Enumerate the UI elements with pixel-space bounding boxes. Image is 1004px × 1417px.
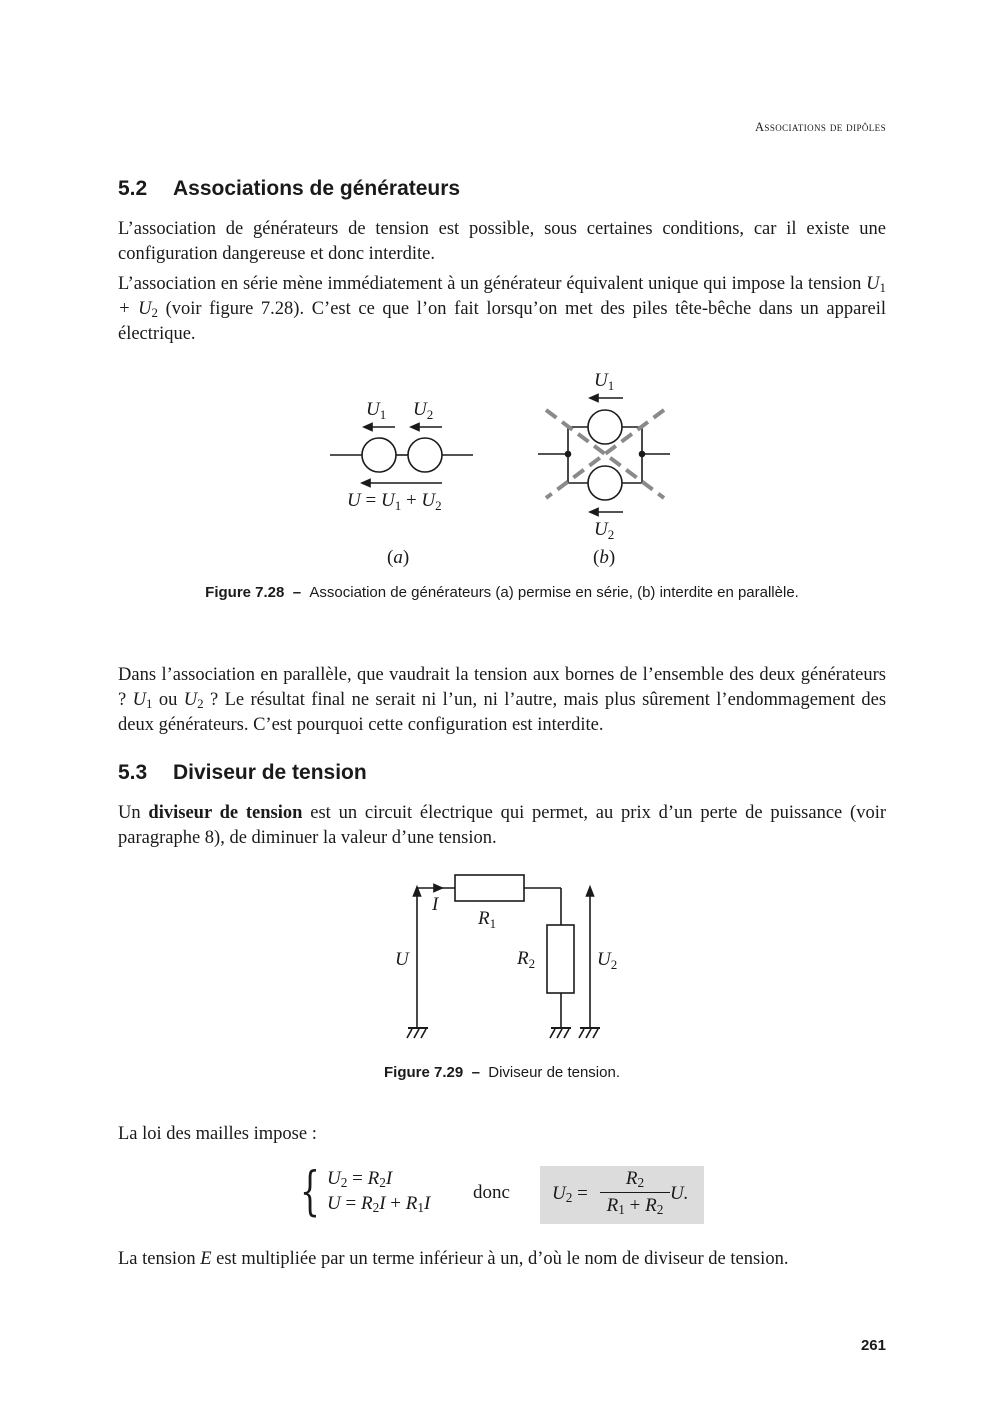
paragraph [118,801,886,851]
caption-text: Association de générateurs (a) permise en série, (b) interdite en parallèle. [309,584,799,601]
fraction-denominator: $R_1 + R_2$ [606,1195,664,1217]
math-u1: $U_1$ [132,690,153,711]
label-r2: $R_2$ [517,948,536,971]
parallel-circuit [538,395,670,516]
section-number: 5.3 [118,761,148,784]
bold-term: diviseur de tension [148,803,303,823]
label-b: (b) [593,547,616,568]
paragraph [118,272,886,347]
equation-1: $U_2 = R_2I$ [327,1168,393,1190]
label-u1: $U_1$ [366,399,387,422]
caption-label: Figure 7.28 [205,584,285,601]
paragraph: La tension E est multipliée par un terme inférieur à un, d’où le nom de diviseur de tension. [118,1249,789,1269]
section-number: 5.2 [118,177,148,200]
label-u1-parallel: $U_1$ [594,370,615,393]
page-number: 261 [860,1337,886,1354]
label-u: U [395,949,409,970]
caption-figure-7-28 [190,582,814,604]
result-rhs: U. [670,1183,689,1204]
paragraph [118,663,886,738]
ground-left [407,1028,428,1038]
math-sum: $U_1 + U_2$ [118,274,887,320]
label-u-sum: $U = U_1 + U_2$ [347,490,442,513]
paragraph-text: est un circuit électrique qui permet, au prix d’un perte de puissance (voir paragraphe 8), de diminuer la valeur d’une tension. [118,803,887,848]
ground-right [579,1028,600,1038]
paragraph-text: ? Le résultat final ne serait ni l’un, ni l’autre, mais plus sûrement l’endommagement des deux générateurs. C’est pourquoi cette configuration est interdite. [118,690,887,735]
donc-word: donc [473,1182,510,1203]
equation-system [300,1162,720,1228]
figure-7-29 [380,868,630,1046]
current-arrow [434,885,442,892]
paragraph-text: (voir figure 7.28). C’est ce que l’on fait lorsqu’on met des piles tête-bêche dans un appareil électrique. [118,299,886,344]
paragraph: La loi des mailles impose : [118,1124,317,1144]
caption-figure-7-29 [190,1062,814,1084]
figure-7-28 [320,365,680,575]
paragraph-text: L’association en série mène immédiatement à un générateur équivalent unique qui impose la tension [118,274,862,294]
label-i: I [432,894,439,915]
math-u2: $U_2$ [183,690,204,711]
running-head: Associations de dipôles [755,120,886,134]
paragraph-text: Un [118,803,141,823]
ground-middle [550,1028,571,1038]
label-u2: $U_2$ [413,399,434,422]
caption-label: Figure 7.29 [384,1064,464,1081]
generator-1 [362,438,396,472]
math-e: E [200,1249,212,1269]
section-title-5-2 [118,177,460,201]
caption-dash: – [471,1064,480,1081]
label-u2: $U_2$ [597,949,618,972]
section-title-text: Associations de générateurs [173,177,461,200]
section-title-text: Diviseur de tension [173,761,367,784]
caption-dash: – [292,584,302,601]
caption-text: Diviseur de tension. [488,1064,620,1081]
label-a: (a) [387,547,410,568]
generator-top [588,410,622,444]
result-fraction [600,1168,670,1217]
left-brace: { [300,1162,320,1222]
resistor-r1 [455,875,524,901]
generator-bottom [588,466,622,500]
fraction-numerator: $R_2$ [625,1168,645,1190]
label-u2-parallel: $U_2$ [594,519,615,542]
section-title-5-3 [118,761,367,785]
resistor-r2 [547,925,574,993]
label-r1: $R_1$ [478,908,497,931]
paragraph-text: Dans l’association en parallèle, que vaudrait la tension aux bornes de l’ensemble des deux générateurs ? [118,665,886,710]
equation-2: $U = R_2I + R_1I$ [327,1193,431,1215]
result-lhs: $U_2$ = [552,1183,588,1205]
generator-2 [408,438,442,472]
paragraph: L’association de générateurs de tension est possible, sous certaines conditions, car il existe une configuration dangereuse et donc interdite. [118,219,886,264]
paragraph-text: ou [158,690,178,710]
highlighted-result [540,1166,704,1224]
series-circuit [330,424,473,487]
